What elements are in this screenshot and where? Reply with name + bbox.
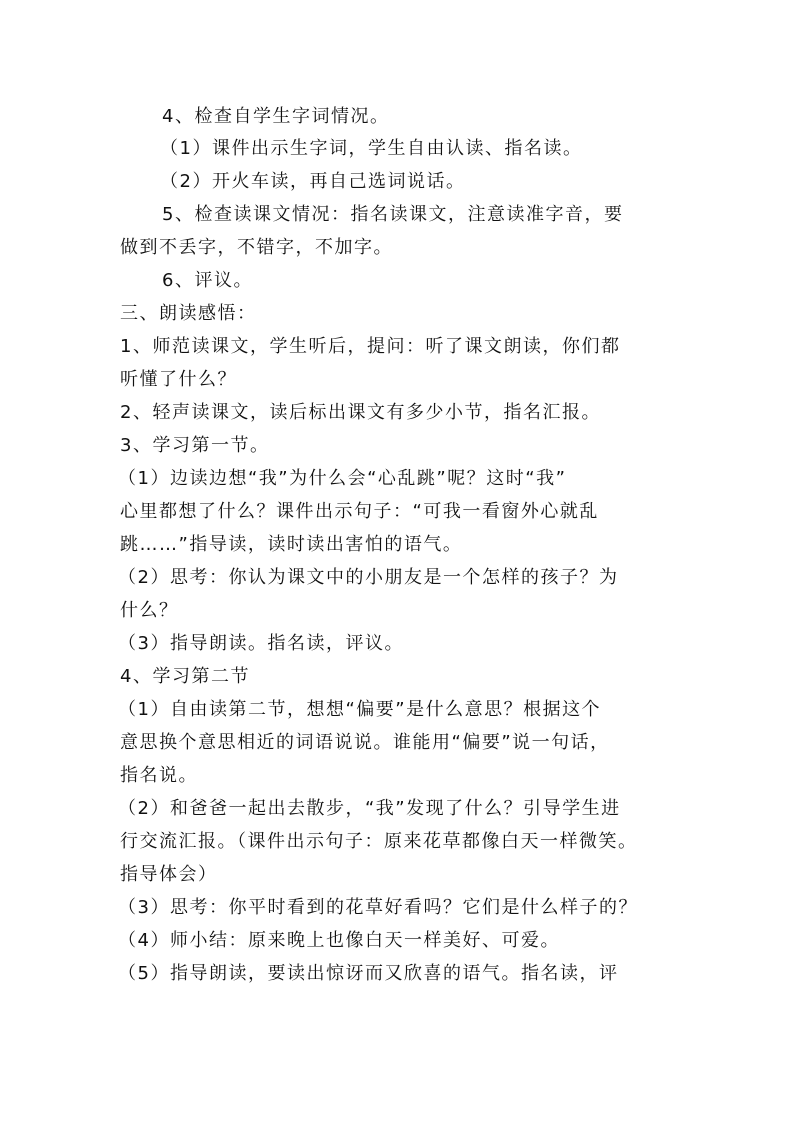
text-line-23: 行交流汇报。（课件出示句子：原来花草都像白天一样微笑。 [120,831,638,852]
text-line-7: 三、朗读感悟： [120,303,257,324]
text-line-1: 4、检查自学生字词情况。 [162,106,390,127]
text-line-22: （2）和爸爸一起出去散步，“我”发现了什么？引导学生进 [118,798,621,819]
text-line-12: （1）边读边想“我”为什么会“心乱跳”呢？这时“我” [118,468,567,489]
text-line-10: 2、轻声读课文，读后标出课文有多少小节，指名汇报。 [120,402,601,423]
text-line-19: （1）自由读第二节，想想“偏要”是什么意思？根据这个 [118,699,602,720]
text-line-5: 做到不丢字，不错字，不加字。 [120,237,393,258]
text-line-26: （4）师小结：原来晚上也像白天一样美好、可爱。 [118,930,560,951]
text-line-2: （1）课件出示生字词，学生自由认读、指名读。 [160,138,583,159]
text-line-14: 跳……”指导读，读时读出害怕的语气。 [120,534,463,555]
text-line-15: （2）思考：你认为课文中的小朋友是一个怎样的孩子？为 [118,567,619,588]
text-line-4: 5、检查读课文情况：指名读课文，注意读准字音，要 [162,204,624,225]
text-line-20: 意思换个意思相近的词语说说。谁能用“偏要”说一句话， [120,732,610,753]
text-line-16: 什么？ [120,600,179,621]
text-line-8: 1、师范读课文，学生听后，提问：听了课文朗读，你们都 [120,336,621,357]
text-line-9: 听懂了什么？ [120,369,237,390]
text-line-11: 3、学习第一节。 [120,435,270,456]
text-line-24: 指导体会） [120,864,218,885]
text-line-21: 指名说。 [120,765,198,786]
text-line-25: （3）思考：你平时看到的花草好看吗？它们是什么样子的？ [118,897,638,918]
text-line-27: （5）指导朗读，要读出惊讶而又欣喜的语气。指名读，评 [118,963,619,984]
text-line-13: 心里都想了什么？课件出示句子：“可我一看窗外心就乱 [120,501,599,522]
text-line-17: （3）指导朗读。指名读，评议。 [118,633,404,654]
text-line-3: （2）开火车读，再自己选词说话。 [160,171,466,192]
text-line-18: 4、学习第二节 [120,666,250,687]
text-line-6: 6、评议。 [162,270,253,291]
